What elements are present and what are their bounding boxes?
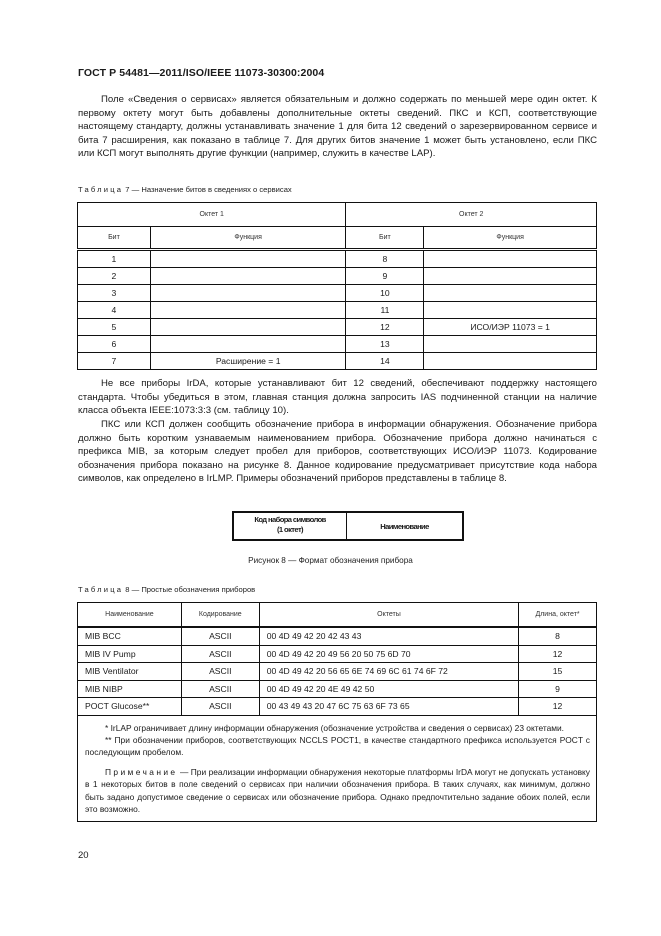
header-name: Наименование <box>78 603 182 628</box>
table8-caption-text: 8 — Простые обозначения приборов <box>123 585 256 594</box>
table8-caption <box>78 585 255 594</box>
cell: 12 <box>346 319 424 336</box>
header-octet-2: Октет 2 <box>346 203 597 227</box>
cell: 8 <box>346 250 424 268</box>
table-row <box>78 268 597 285</box>
table-row <box>78 302 597 319</box>
table-row <box>78 627 597 645</box>
cell <box>150 319 346 336</box>
document-header: ГОСТ Р 54481—2011/ISO/IEEE 11073-30300:2004 <box>78 67 325 79</box>
cell: ASCII <box>181 680 259 698</box>
table-row <box>78 285 597 302</box>
cell: 5 <box>78 319 151 336</box>
cell: MIB NIBP <box>78 680 182 698</box>
cell: MIB Ventilator <box>78 663 182 681</box>
cell: 00 43 49 43 20 47 6C 75 63 6F 73 65 <box>259 698 518 716</box>
cell: 14 <box>346 353 424 370</box>
table-8-device-designations <box>77 602 597 822</box>
note-text: — При реализации информации обнаружения некоторые платформы IrDA могут не допускать установку в 1 некоторых битов в поле сведений о сервисах при наличии обозначения прибора. В таких случаях, как минимум, должно быть задано допустимое сведение о сервисах или обозначение прибора. Однако предпочтительно задание обоих полей, если это возможно. <box>85 766 590 814</box>
paragraph-text: Не все приборы IrDA, которые устанавливают бит 12 сведений, обеспечивают поддержку настоящего стандарта. Чтобы убедиться в этом, главная станция должна запросить IAS подчиненной станции на наличие класса объекта IEEE:1073:3:3 (см. таблицу 10). <box>78 378 597 417</box>
footnote-text: ** При обозначении приборов, соответствующих NCCLS POCT1, в качестве стандартного префикса используется POCT с последующим пробелом. <box>85 734 590 758</box>
figure-cell-text: Код набора символов <box>254 515 326 524</box>
cell <box>150 336 346 353</box>
cell: 15 <box>519 663 597 681</box>
paragraph-irda-support <box>78 377 597 418</box>
header-function: Функция <box>150 227 346 250</box>
table-note <box>85 766 590 816</box>
cell <box>150 268 346 285</box>
cell: 13 <box>346 336 424 353</box>
page-number: 20 <box>78 850 89 861</box>
cell <box>424 285 597 302</box>
cell: 11 <box>346 302 424 319</box>
cell <box>424 336 597 353</box>
paragraph-device-designation <box>78 418 597 486</box>
cell <box>424 250 597 268</box>
table-7-bit-assignment <box>77 202 597 370</box>
cell: MIB IV Pump <box>78 645 182 663</box>
figure-8-format <box>232 511 464 541</box>
figure-cell-name: Наименование <box>380 521 429 531</box>
cell: 10 <box>346 285 424 302</box>
cell: ASCII <box>181 627 259 645</box>
table-row <box>78 663 597 681</box>
table-row <box>78 698 597 716</box>
table-row <box>78 336 597 353</box>
header-octet-1: Октет 1 <box>78 203 346 227</box>
cell <box>150 285 346 302</box>
cell: 6 <box>78 336 151 353</box>
cell: 12 <box>519 698 597 716</box>
cell: 7 <box>78 353 151 370</box>
cell: 00 4D 49 42 20 49 56 20 50 75 6D 70 <box>259 645 518 663</box>
cell: ИСО/ИЭР 11073 = 1 <box>424 319 597 336</box>
cell: Расширение = 1 <box>150 353 346 370</box>
table7-caption <box>78 185 292 194</box>
cell: 9 <box>346 268 424 285</box>
cell: ASCII <box>181 645 259 663</box>
cell: 00 4D 49 42 20 4E 49 42 50 <box>259 680 518 698</box>
table7-caption-label: Таблица <box>78 185 124 194</box>
cell: ASCII <box>181 663 259 681</box>
cell: 2 <box>78 268 151 285</box>
paragraph-text: Поле «Сведения о сервисах» является обязательным и должно содержать по меньшей мере один октет. К первому октету могут быть добавлены дополнительные октеты сведений. ПКС и КСП, соответствующие настоящему стандарту, должны устанавливать значение 1 для бита 12 сведений о зарезервированном сервисе и бита 7 расширения, как показано в таблице 7. Для других битов значение 1 может быть установлено, если ПКС или КСП могут выполнять другие функции (например, служить в качестве LAP). <box>78 94 597 160</box>
cell: POCT Glucose** <box>78 698 182 716</box>
cell <box>150 250 346 268</box>
table8-caption-label: Таблица <box>78 585 124 594</box>
cell: 3 <box>78 285 151 302</box>
header-function: Функция <box>424 227 597 250</box>
header-encoding: Кодирование <box>181 603 259 628</box>
table-row <box>78 680 597 698</box>
table-row <box>78 250 597 268</box>
cell: 4 <box>78 302 151 319</box>
cell: 9 <box>519 680 597 698</box>
header-bit: Бит <box>78 227 151 250</box>
figure-cell-charset <box>234 513 347 539</box>
cell: 8 <box>519 627 597 645</box>
cell: 1 <box>78 250 151 268</box>
figure-8-caption: Рисунок 8 — Формат обозначения прибора <box>248 556 413 565</box>
table-footnotes <box>78 715 597 822</box>
cell: 00 4D 49 42 20 42 43 43 <box>259 627 518 645</box>
footnote-2 <box>85 734 590 759</box>
footnote-text: * IrLAP ограничивает длину информации обнаружения (обозначение устройства и сведения о сервисах) 23 октетами. <box>105 722 565 733</box>
table-row <box>78 645 597 663</box>
paragraph-text: ПКС или КСП должен сообщить обозначение прибора в информации обнаружения. Обозначение прибора должно быть коротким узнаваемым наименованием прибора. Обозначение прибора должно начинаться с префикса MIB, за которым следует пробел для приборов, соответствующих ИСО/ИЭР 11073. Кодирование обозначения прибора показано на рисунке 8. Данное кодирование предусматривает присутствие кода набора символов, как определено в IrLMP. Примеры обозначений приборов представлены в таблице 8. <box>78 419 597 485</box>
cell: MIB BCC <box>78 627 182 645</box>
paragraph-service-info <box>78 93 597 161</box>
cell <box>424 268 597 285</box>
cell: ASCII <box>181 698 259 716</box>
table7-caption-text: 7 — Назначение битов в сведениях о сервисах <box>123 185 292 194</box>
figure-cell-text: (1 октет) <box>277 525 303 534</box>
table-row <box>78 353 597 370</box>
note-label: Примечание <box>105 766 178 777</box>
header-bit: Бит <box>346 227 424 250</box>
table-footer-row <box>78 715 597 822</box>
cell <box>424 302 597 319</box>
cell <box>424 353 597 370</box>
header-octets: Октеты <box>259 603 518 628</box>
cell <box>150 302 346 319</box>
cell: 12 <box>519 645 597 663</box>
header-length: Длина, октет* <box>519 603 597 628</box>
cell: 00 4D 49 42 20 56 65 6E 74 69 6C 61 74 6F 72 <box>259 663 518 681</box>
footnote-1 <box>85 722 590 734</box>
table-row <box>78 319 597 336</box>
